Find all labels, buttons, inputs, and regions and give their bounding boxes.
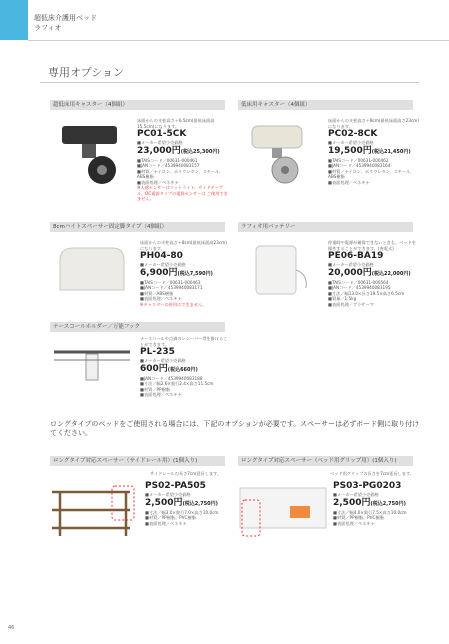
panel-title-pe06: ラフィオ用バッテリー bbox=[238, 222, 413, 232]
maker-ps03: ■メーカー希望小売価格 bbox=[333, 492, 379, 497]
warn-ph04: ※キャスターの併用はできません。 bbox=[140, 301, 207, 307]
spec-pe06-4: ■表面処理／ブラサーマ bbox=[328, 301, 374, 307]
panel-title-pl235: ナースコールホルダー／万能フック bbox=[50, 322, 225, 332]
spacer-ps03-image bbox=[238, 480, 333, 544]
caster-pc02-image bbox=[240, 118, 315, 188]
panel-title-pc01: 超低床用キャスター（4個組） bbox=[50, 100, 225, 110]
header-rule bbox=[28, 40, 449, 41]
spec-pc02-3: ■表面処理／ペネキナ bbox=[328, 179, 370, 185]
tax-pc01: (税込25,300円) bbox=[180, 148, 220, 155]
price-pl235: 600円 bbox=[140, 363, 168, 374]
long-bed-notice: ロングタイプのベッドをご使用される場合には、下記のオプションが必要です。スペーサーは必ずボード側に取り付けてください。 bbox=[50, 420, 420, 437]
code-pc02: PC02-8CK bbox=[328, 129, 378, 139]
spec-ps03-2: ■表面処理／ペネキナ bbox=[333, 520, 375, 526]
tax-ps03: (税込2,750円) bbox=[370, 500, 406, 507]
spec-pl235-1: ■寸法／幅2.6×奥行2.4×高さ11.5cm bbox=[140, 381, 214, 386]
maker-pl235: ■メーカー希望小売価格 bbox=[140, 358, 186, 363]
spec-pe06-3: ■質量／1.5kg bbox=[328, 296, 357, 301]
desc-pl235: ナースコールや点滴のレシーバー等を掛けることができます。 bbox=[140, 336, 228, 347]
holder-pl235-image bbox=[52, 338, 132, 400]
panel-title-pc02: 低床用キャスター（4個組） bbox=[238, 100, 413, 110]
desc-pc01: 床面からの支柱高さ＋6.5cm(最低床面高15.5cm)になります。 bbox=[137, 118, 215, 129]
spacer-ph04-image bbox=[52, 240, 132, 302]
spec-pl235-3: ■表面処理／ペネキナ bbox=[140, 392, 182, 397]
maker-pc02: ■メーカー希望小売価格 bbox=[328, 140, 374, 145]
battery-pe06-image bbox=[242, 240, 314, 300]
spec-pe06-2: ■寸法／幅13.0×長さ19.5×高さ6.5cm bbox=[328, 290, 405, 296]
spec-pe06-0: ■TAISコード／00631-000564 bbox=[328, 279, 389, 285]
desc-pe06: 停電時や電源が確保できないときも、ベッドを操作することができます。(充電式) bbox=[328, 240, 416, 251]
desc-ps02: サイドレールの長さ7cm延長します。 bbox=[150, 471, 222, 476]
price-ph04: 6,900円 bbox=[140, 267, 178, 278]
price-pe06: 20,000円 bbox=[328, 267, 372, 278]
maker-pc01: ■メーカー希望小売価格 bbox=[137, 140, 183, 145]
code-ps02: PS02-PA505 bbox=[145, 481, 206, 491]
code-pe06: PE06-BA19 bbox=[328, 251, 384, 261]
spec-pc01-3: ■表面処理／ペネキナ bbox=[137, 179, 179, 185]
spec-ps03-0: ■寸法／幅4.0×奥行7.5×高さ10.0cm bbox=[333, 509, 407, 515]
spec-pe06-1: ■JANコード／4539940083195 bbox=[328, 285, 391, 290]
caster-pc01-image bbox=[52, 118, 127, 188]
panel-title-ph04: 8cmハイトスペーサー固定脚タイプ（4個組） bbox=[50, 222, 225, 232]
spec-ps03-1: ■材質／PP樹脂、PVC樹脂 bbox=[333, 515, 384, 520]
page-number: 46 bbox=[8, 625, 15, 631]
tax-pe06: (税込22,000円) bbox=[371, 270, 411, 277]
maker-pe06: ■メーカー希望小売価格 bbox=[328, 262, 374, 267]
header-line2: ラフィオ bbox=[34, 24, 62, 32]
code-ph04: PH04-80 bbox=[140, 251, 183, 261]
spec-pc01-2: ■材質／ナイロン、ポリウレタン、スチール、ABS樹脂 bbox=[137, 168, 224, 179]
tax-pc02: (税込21,450円) bbox=[371, 148, 411, 155]
section-rule bbox=[40, 82, 419, 83]
spec-ps02-0: ■寸法／幅3.0×奥行7.0×高さ10.0cm bbox=[145, 509, 219, 515]
spec-pc01-1: ■JANコード／4539940083157 bbox=[137, 163, 200, 168]
tax-ph04: (税込7,590円) bbox=[177, 270, 213, 277]
spec-ph04-2: ■材質／ABS樹脂 bbox=[140, 290, 174, 296]
spec-ph04-1: ■JANコード／4539940083171 bbox=[140, 285, 203, 290]
spec-ph04-0: ■TAISコード／00631-000463 bbox=[140, 279, 201, 285]
spec-pc02-2: ■材質／ナイロン、ポリウレタン、スチール、ABS樹脂 bbox=[328, 168, 415, 179]
code-pc01: PC01-5CK bbox=[137, 129, 187, 139]
spec-ps02-1: ■材質／PP樹脂、PVC樹脂 bbox=[145, 515, 196, 520]
panel-title-ps02: ロングタイプ対応スペーサー（サイドレール用）(1個入り) bbox=[50, 456, 225, 466]
panel-title-ps03: ロングタイプ対応スペーサー（ベッド用グリップ用）(1個入り) bbox=[238, 456, 413, 466]
maker-ph04: ■メーカー希望小売価格 bbox=[140, 262, 186, 267]
warn-pc01: ※人感センサーはフットライト、サイドテーブル、OC電源タイプの電源センサーは ご使用できません。 bbox=[137, 185, 228, 201]
spec-pc01-0: ■TAISコード／00631-000461 bbox=[137, 157, 198, 163]
desc-pc02: 床面からの支柱高さ＋8cm(最低床面高さ23cm)になります。 bbox=[328, 118, 420, 129]
spec-pc02-1: ■JANコード／4539940083164 bbox=[328, 163, 391, 168]
tax-ps02: (税込2,750円) bbox=[182, 500, 218, 507]
price-ps03: 2,500円 bbox=[333, 497, 371, 508]
spec-ps02-2: ■表面処理／ペネキナ bbox=[145, 520, 187, 526]
spec-pl235-0: ■JANコード／4539940083188 bbox=[140, 375, 203, 381]
desc-ph04: 床面からの支柱高さ＋8cm(最低床面高23cm)になります。 bbox=[140, 240, 227, 251]
spacer-ps02-image bbox=[50, 480, 140, 544]
price-pc01: 23,000円 bbox=[137, 145, 181, 156]
code-pl235: PL-235 bbox=[140, 347, 175, 357]
spec-pc02-0: ■TAISコード／00631-000462 bbox=[328, 157, 389, 163]
header-accent bbox=[0, 0, 28, 40]
price-pc02: 19,500円 bbox=[328, 145, 372, 156]
tax-pl235: (税込660円) bbox=[167, 366, 198, 373]
spec-ph04-3: ■表面処理／ペネキナ bbox=[140, 296, 182, 301]
maker-ps02: ■メーカー希望小売価格 bbox=[145, 492, 191, 497]
section-title: 専用オプション bbox=[48, 66, 125, 79]
price-ps02: 2,500円 bbox=[145, 497, 183, 508]
code-ps03: PS03-PG0203 bbox=[333, 481, 402, 491]
desc-ps03: ベッド用グリップの長さを7cm延長します。 bbox=[330, 471, 414, 476]
spec-pl235-2: ■材質／PP樹脂 bbox=[140, 386, 170, 392]
header-line1: 超低床介護用ベッド bbox=[34, 14, 97, 22]
